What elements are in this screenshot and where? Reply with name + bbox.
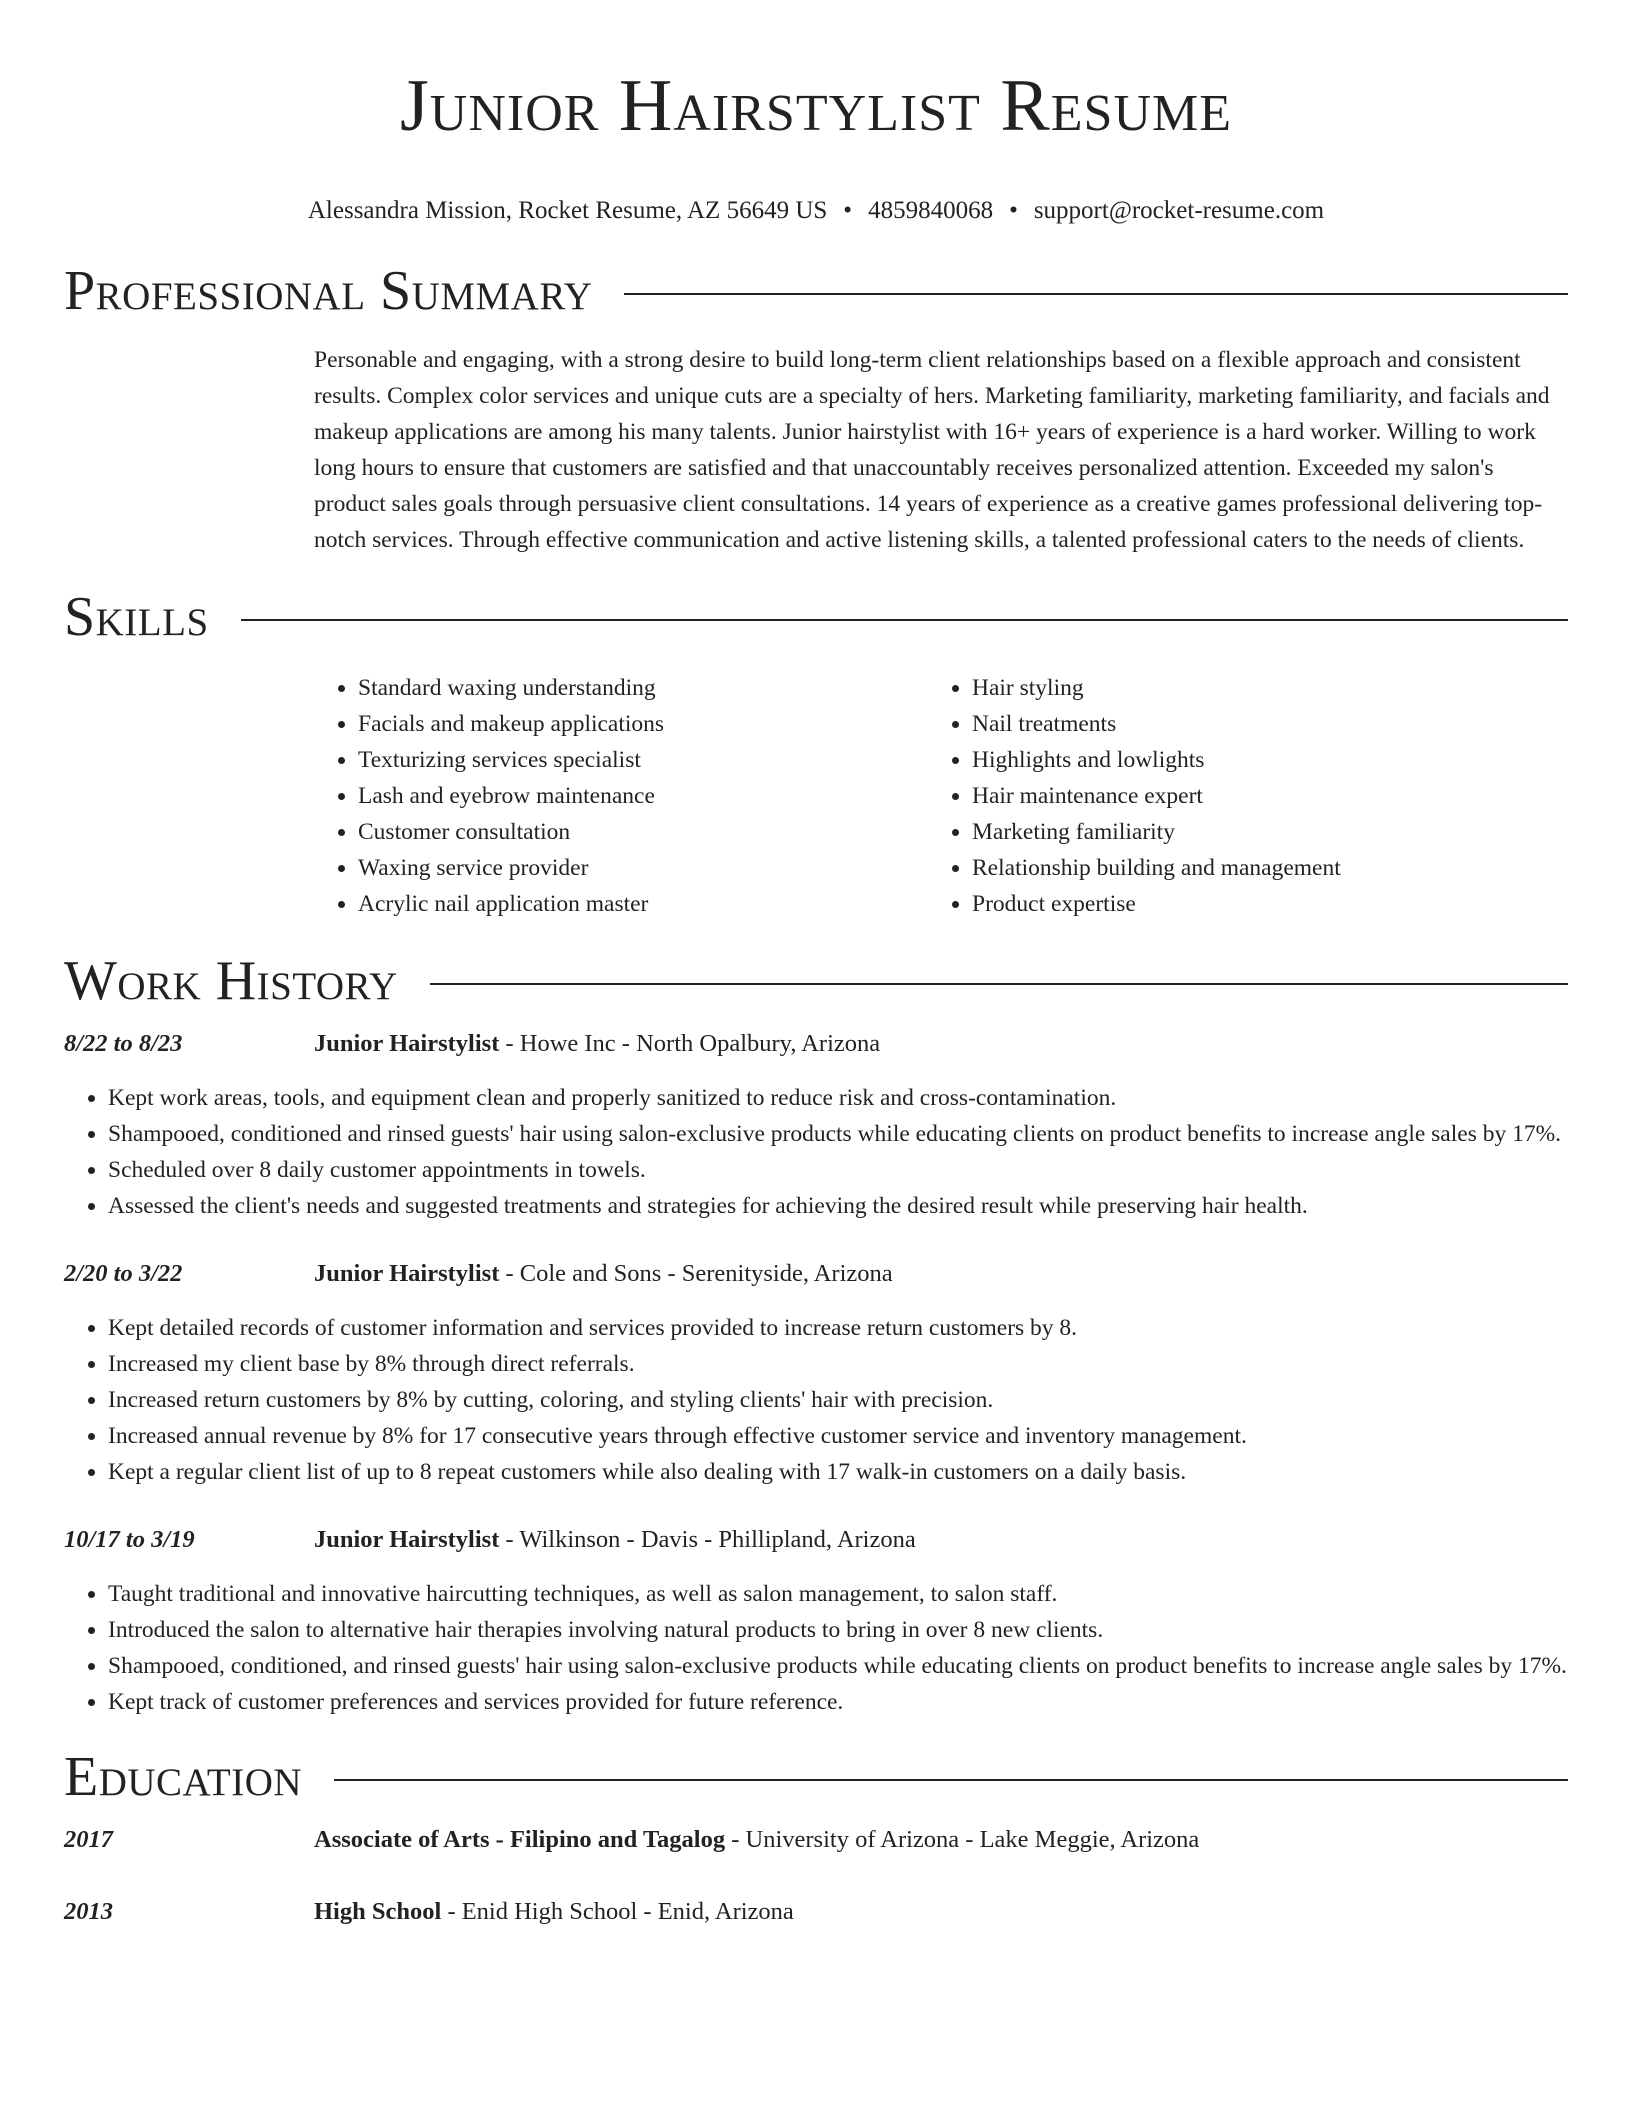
skill-item: • Lash and eyebrow maintenance [358,778,928,814]
job-bullet: • Kept track of customer preferences and services provided for future reference. [108,1684,1568,1720]
job-bullet: • Kept detailed records of customer information and services provided to increase return customers by 8. [108,1310,1568,1346]
work-entry [64,1522,1568,1720]
job-bullet: • Increased return customers by 8% by cutting, coloring, and styling clients' hair with precision. [108,1382,1568,1418]
contact-line [64,196,1568,226]
resume-title: Junior Hairstylist Resume [399,65,1233,147]
summary-text: Personable and engaging, with a strong desire to build long-term client relationships based on a flexible approach and consistent results. Complex color services and unique cuts are a specialty of hers. Marketing familiarity, marketing familiarity, and facials and makeup applications are among his many talents. Junior hairstylist with 16+ years of experience is a hard worker. Willing to work long hours to ensure that customers are satisfied and that unaccountably receives personalized attention. Exceeded my salon's product sales goals through persuasive client consultations. 14 years of experience as a creative games professional delivering top-notch services. Through effective communication and active listening skills, a talented professional caters to the needs of clients. [314,347,1550,553]
contact-separator: • [843,197,853,224]
education-year: 2017 [64,1826,113,1853]
job-title-line [314,1522,916,1558]
education-section-header [64,1744,1568,1810]
summary-section-header [64,258,1568,324]
education-heading: Education [64,1746,303,1808]
job-title-line [314,1026,880,1062]
job-dates: 8/22 to 8/23 [64,1030,183,1057]
job-bullets [64,1080,1568,1224]
skills-section-header [64,584,1568,650]
education-year: 2013 [64,1898,113,1925]
job-dates: 2/20 to 3/22 [64,1260,183,1287]
skill-item: • Waxing service provider [358,850,928,886]
work-entry [64,1026,1568,1224]
education-line [314,1822,1199,1858]
skill-item: • Hair styling [972,670,1542,706]
section-divider [624,293,1568,295]
skill-item: • Product expertise [972,886,1542,922]
skill-item: • Relationship building and management [972,850,1542,886]
summary-section [314,342,1568,558]
job-bullet: • Taught traditional and innovative haircutting techniques, as well as salon management, to salon staff. [108,1576,1568,1612]
education-entry [64,1822,1568,1858]
education-line [314,1894,794,1930]
skill-item: • Texturizing services specialist [358,742,928,778]
job-bullet: • Introduced the salon to alternative hair therapies involving natural products to bring in over 8 new clients. [108,1612,1568,1648]
skill-item: • Hair maintenance expert [972,778,1542,814]
skills-column-left [314,670,928,922]
skills-list [314,670,1568,922]
job-role: Junior Hairstylist [314,1030,500,1057]
summary-heading: Professional Summary [64,260,593,322]
section-divider [241,619,1568,621]
contact-separator: • [1009,197,1018,224]
education-school: - University of Arizona - Lake Meggie, Arizona [725,1826,1200,1853]
contact-address: Alessandra Mission, Rocket Resume, AZ 56649 US [307,197,828,224]
skill-item: • Facials and makeup applications [358,706,928,742]
contact-email: support@rocket-resume.com [1033,197,1325,224]
job-bullet: • Assessed the client's needs and suggested treatments and strategies for achieving the desired result while preserving hair health. [108,1188,1568,1224]
skill-item: • Marketing familiarity [972,814,1542,850]
job-role: Junior Hairstylist [314,1526,500,1553]
job-bullets [64,1310,1568,1490]
education-degree: High School [314,1898,442,1925]
skills-heading: Skills [64,586,209,648]
job-company: - Howe Inc - North Opalbury, Arizona [499,1030,881,1057]
job-role: Junior Hairstylist [314,1260,500,1287]
work-entry [64,1256,1568,1490]
job-company: - Wilkinson - Davis - Phillipland, Arizona [499,1526,916,1553]
job-bullet: • Kept work areas, tools, and equipment clean and properly sanitized to reduce risk and cross-contamination. [108,1080,1568,1116]
job-bullet: • Increased annual revenue by 8% for 17 consecutive years through effective customer service and inventory management. [108,1418,1568,1454]
job-company: - Cole and Sons - Serenityside, Arizona [499,1260,893,1287]
work-section-header [64,948,1568,1014]
skill-item: • Nail treatments [972,706,1542,742]
section-divider [334,1779,1568,1781]
job-bullets [64,1576,1568,1720]
job-title-line [314,1256,893,1292]
education-entry [64,1894,1568,1930]
job-dates: 10/17 to 3/19 [64,1526,195,1553]
job-bullet: • Increased my client base by 8% through direct referrals. [108,1346,1568,1382]
job-header [64,1026,1568,1062]
education-school: - Enid High School - Enid, Arizona [441,1898,794,1925]
contact-phone: 4859840068 [868,197,994,224]
job-bullet: • Shampooed, conditioned, and rinsed guests' hair using salon-exclusive products while educating clients on product benefits to increase angle sales by 17%. [108,1648,1568,1684]
skills-column-right [928,670,1542,922]
skill-item: • Customer consultation [358,814,928,850]
skill-item: • Highlights and lowlights [972,742,1542,778]
job-header [64,1256,1568,1292]
work-heading: Work History [64,950,398,1012]
job-bullet: • Kept a regular client list of up to 8 repeat customers while also dealing with 17 walk-in customers on a daily basis. [108,1454,1568,1490]
section-divider [430,983,1568,985]
skill-item: • Standard waxing understanding [358,670,928,706]
job-bullet: • Shampooed, conditioned and rinsed guests' hair using salon-exclusive products while educating clients on product benefits to increase angle sales by 17%. [108,1116,1568,1152]
job-header [64,1522,1568,1558]
skill-item: • Acrylic nail application master [358,886,928,922]
education-degree: Associate of Arts - Filipino and Tagalog [314,1826,726,1853]
job-bullet: • Scheduled over 8 daily customer appointments in towels. [108,1152,1568,1188]
